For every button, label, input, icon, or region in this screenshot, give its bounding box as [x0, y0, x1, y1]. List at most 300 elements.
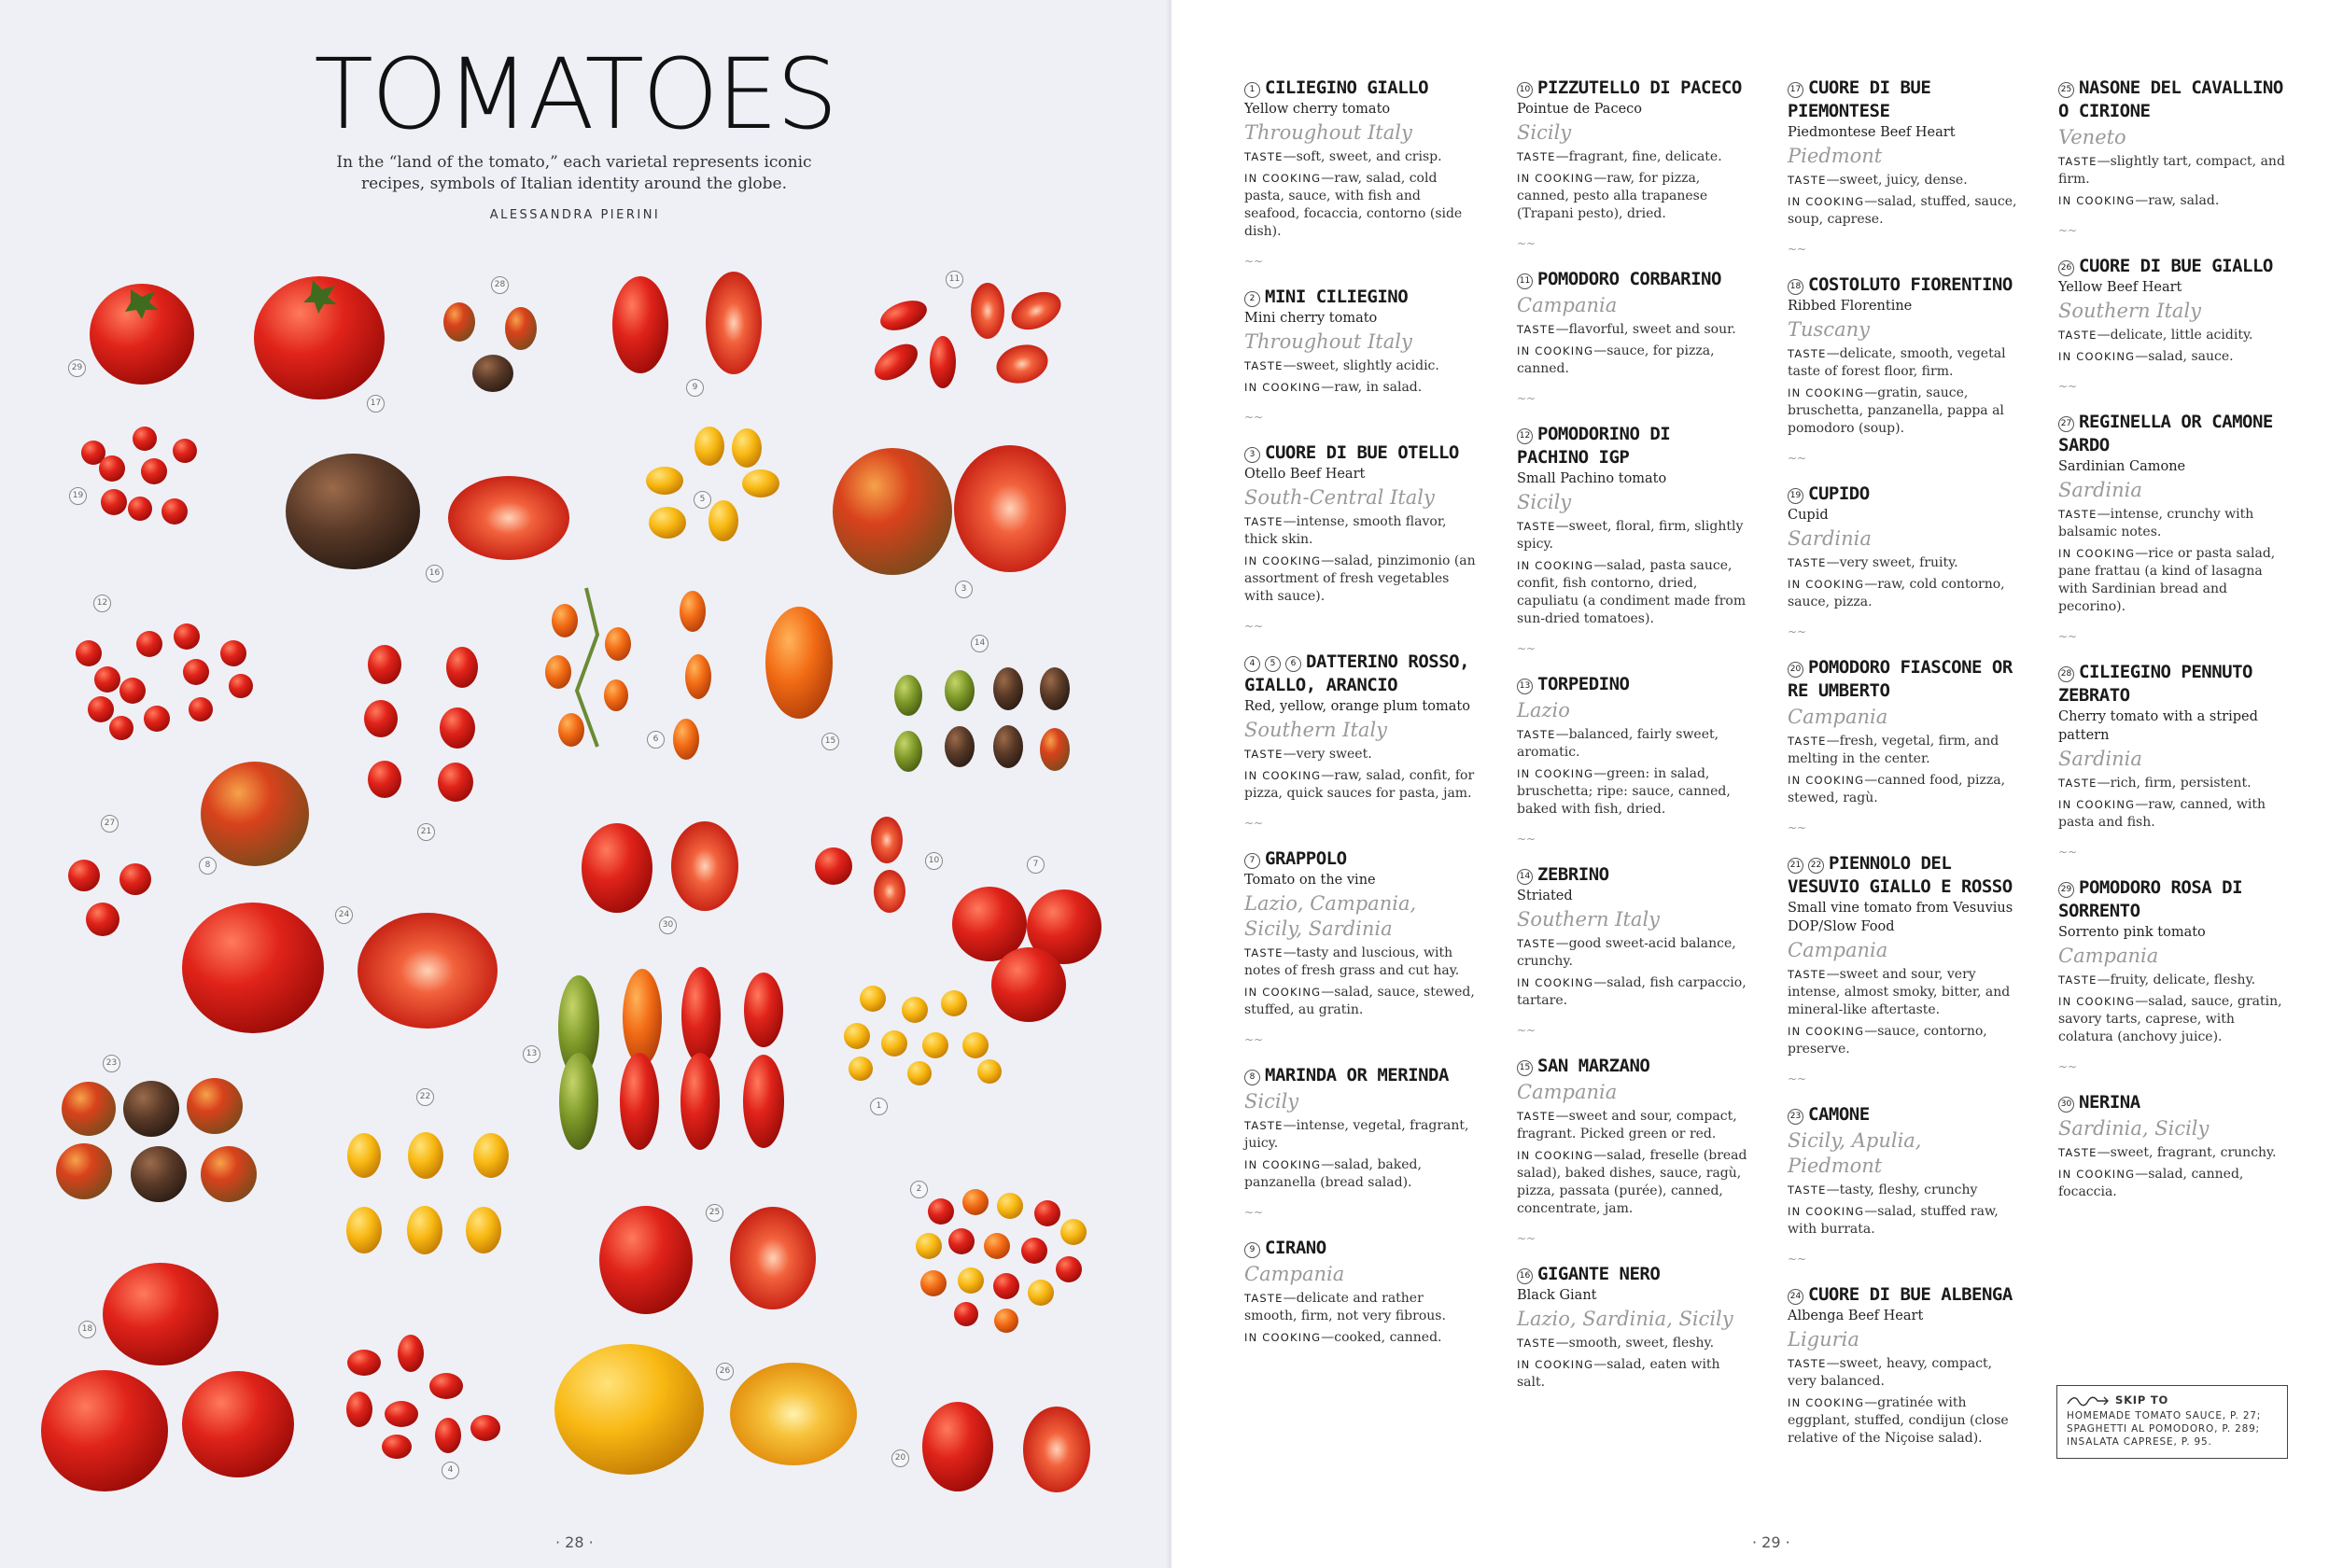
- variety-taste-text: —rich, firm, persistent.: [2097, 776, 2252, 791]
- variety-region: Piedmont: [1788, 145, 1883, 167]
- variety-region: Campania: [2058, 945, 2159, 967]
- variety-english-name: Cupid: [1788, 508, 1829, 523]
- variety-cooking-label: IN COOKING: [1517, 172, 1594, 185]
- variety-taste: [1517, 148, 1750, 166]
- variety-taste-label: TASTE: [1517, 1110, 1556, 1123]
- variety-region: Veneto: [2058, 126, 2126, 148]
- variety-cooking-text: —salad, sauce, stewed, stuffed, au gratin.: [1244, 985, 1475, 1017]
- variety-cooking-label: IN COOKING: [1244, 381, 1322, 394]
- variety-english-name: Mini cherry tomato: [1244, 311, 1378, 326]
- entry-separator: ~~: [1517, 833, 1536, 846]
- variety-title: [1788, 273, 2021, 297]
- variety-taste: [1244, 1117, 1478, 1153]
- variety-cooking: [1244, 170, 1478, 241]
- variety-taste: [2058, 972, 2292, 989]
- variety-name: COSTOLUTO FIORENTINO: [1808, 274, 2013, 295]
- squiggle-arrow-icon: [2067, 1395, 2110, 1407]
- photo-marker: 10: [925, 852, 943, 870]
- variety-region: Southern Italy: [2058, 300, 2202, 322]
- variety-name: MARINDA OR MERINDA: [1265, 1065, 1449, 1085]
- variety-title: [1788, 483, 2021, 506]
- variety-region: Throughout Italy: [1244, 121, 1412, 144]
- variety-name: SAN MARZANO: [1537, 1056, 1650, 1076]
- variety-cooking: [2058, 993, 2292, 1046]
- photo-marker: 3: [955, 581, 973, 598]
- variety-name: PIZZUTELLO DI PACECO: [1537, 77, 1742, 98]
- variety-taste: [1244, 945, 1478, 980]
- variety-entry: [1788, 1283, 2021, 1448]
- variety-name: CUORE DI BUE ALBENGA: [1808, 1284, 2013, 1305]
- variety-taste-label: TASTE: [1517, 728, 1556, 741]
- variety-taste-text: —slightly tart, compact, and firm.: [2058, 154, 2285, 187]
- variety-cooking-label: IN COOKING: [1517, 1149, 1594, 1162]
- variety-entry: [1517, 1263, 1750, 1392]
- photo-marker: 1: [870, 1098, 888, 1115]
- entry-separator: ~~: [1244, 1033, 1264, 1046]
- variety-name: CUORE DI BUE OTELLO: [1265, 442, 1459, 463]
- variety-entry: [1517, 673, 1750, 845]
- page-number-left: · 28 ·: [555, 1533, 594, 1551]
- variety-taste: [2058, 1144, 2292, 1162]
- variety-cooking-label: IN COOKING: [2058, 1168, 2136, 1181]
- variety-taste-label: TASTE: [2058, 329, 2097, 342]
- variety-title: [1788, 1103, 2021, 1127]
- variety-number-badge: 28: [2058, 666, 2074, 682]
- photo-marker: 30: [659, 917, 677, 934]
- variety-english-name: Ribbed Florentine: [1788, 299, 1913, 314]
- variety-title: [1517, 268, 1750, 291]
- photo-marker: 22: [416, 1088, 434, 1106]
- variety-entry: [2058, 255, 2292, 392]
- variety-entry: [1517, 423, 1750, 654]
- photo-marker: 25: [706, 1204, 723, 1222]
- photo-marker: 15: [821, 733, 839, 750]
- variety-title: [1788, 1283, 2021, 1307]
- variety-title: [2058, 1091, 2292, 1114]
- variety-cooking: [1788, 1023, 2021, 1058]
- variety-taste-label: TASTE: [1517, 1337, 1556, 1350]
- photo-marker: 17: [367, 395, 385, 413]
- variety-name: CILIEGINO GIALLO: [1265, 77, 1429, 98]
- variety-number-badge: 21: [1788, 858, 1803, 874]
- variety-name: POMODORO FIASCONE OR RE UMBERTO: [1788, 657, 2013, 701]
- variety-taste: [1517, 1108, 1750, 1143]
- variety-name: REGINELLA OR CAMONE SARDO: [2058, 412, 2273, 455]
- photo-marker: 6: [647, 731, 665, 749]
- variety-entry: [2058, 411, 2292, 642]
- variety-region: Sardinia: [2058, 479, 2142, 501]
- variety-region: Campania: [1788, 706, 1888, 728]
- variety-cooking-label: IN COOKING: [1788, 1396, 1865, 1409]
- variety-title: [1517, 673, 1750, 696]
- variety-title: [2058, 411, 2292, 457]
- variety-taste-text: —sweet, fragrant, crunchy.: [2097, 1145, 2277, 1160]
- variety-cooking: [1788, 385, 2021, 438]
- entry-separator: ~~: [1517, 1024, 1536, 1037]
- variety-number-badge: 9: [1244, 1242, 1260, 1258]
- variety-cooking-label: IN COOKING: [1788, 195, 1865, 208]
- variety-taste-label: TASTE: [1788, 1183, 1827, 1197]
- variety-english-name: Piedmontese Beef Heart: [1788, 125, 1956, 140]
- variety-taste-text: —good sweet-acid balance, crunchy.: [1517, 936, 1736, 969]
- variety-cooking-text: —salad, eaten with salt.: [1517, 1357, 1720, 1390]
- variety-taste: [1788, 1182, 2021, 1199]
- variety-taste-text: —fragrant, fine, delicate.: [1555, 149, 1722, 164]
- variety-region: Lazio: [1517, 699, 1570, 721]
- variety-cooking-label: IN COOKING: [1788, 386, 1865, 399]
- photo-marker: 2: [910, 1181, 928, 1198]
- photo-marker: 9: [686, 379, 704, 397]
- variety-region: Liguria: [1788, 1328, 1859, 1351]
- entry-separator: ~~: [2058, 1060, 2078, 1073]
- entry-separator: ~~: [1788, 1253, 1807, 1266]
- variety-taste-text: —very sweet.: [1283, 747, 1372, 762]
- variety-cooking: [1517, 1147, 1750, 1218]
- variety-cooking-text: —raw, in salad.: [1321, 380, 1423, 395]
- variety-taste-label: TASTE: [2058, 1146, 2097, 1159]
- variety-number-badge: 30: [2058, 1097, 2074, 1113]
- variety-cooking-text: —raw, cold contorno, sauce, pizza.: [1788, 577, 2005, 609]
- photo-marker: 14: [971, 635, 989, 652]
- variety-cooking: [1517, 343, 1750, 378]
- variety-number-badge: 1: [1244, 82, 1260, 98]
- variety-name: NASONE DEL CAVALLINO O CIRIONE: [2058, 77, 2283, 121]
- entry-separator: ~~: [1788, 821, 1807, 834]
- variety-taste-text: —soft, sweet, and crisp.: [1283, 149, 1442, 164]
- variety-cooking: [1244, 1156, 1478, 1192]
- variety-cooking-label: IN COOKING: [1517, 559, 1594, 572]
- variety-column-2: [1517, 77, 1750, 1410]
- variety-taste: [1788, 554, 2021, 572]
- photo-marker: 19: [69, 487, 87, 505]
- variety-taste-label: TASTE: [1244, 515, 1284, 528]
- variety-region: Sardinia: [2058, 748, 2142, 770]
- tomato-photo-grid: [0, 0, 1150, 1568]
- variety-cooking: [1244, 379, 1478, 397]
- variety-region: Campania: [1517, 294, 1618, 316]
- variety-number-badge: 15: [1517, 1060, 1533, 1076]
- variety-taste: [1788, 733, 2021, 768]
- photo-marker: 28: [491, 276, 509, 294]
- variety-taste-text: —tasty and luscious, with notes of fresh grass and cut hay.: [1244, 945, 1460, 978]
- variety-cooking-text: —salad, pasta sauce, confit, fish contorno, dried, capuliatu (a condiment made from sun-dried tomatoes).: [1517, 558, 1747, 626]
- variety-cooking: [1517, 974, 1750, 1010]
- variety-english-name: Small vine tomato from Vesuvius DOP/Slow Food: [1788, 901, 2013, 934]
- variety-title: [2058, 77, 2292, 123]
- variety-entry: [2058, 661, 2292, 858]
- variety-entry: [1244, 441, 1478, 632]
- variety-name: PIENNOLO DEL VESUVIO GIALLO E ROSSO: [1788, 853, 2013, 897]
- variety-english-name: Otello Beef Heart: [1244, 467, 1366, 482]
- variety-entry: [1788, 77, 2021, 255]
- entry-separator: ~~: [1517, 1232, 1536, 1245]
- variety-english-name: Small Pachino tomato: [1517, 471, 1667, 486]
- entry-separator: ~~: [2058, 846, 2078, 859]
- variety-cooking-text: —raw, salad, confit, for pizza, quick sauces for pasta, jam.: [1244, 768, 1475, 801]
- variety-taste-text: —sweet, floral, firm, slightly spicy.: [1517, 519, 1744, 552]
- variety-title: [1517, 77, 1750, 100]
- variety-name: POMODORO CORBARINO: [1537, 269, 1721, 289]
- photo-marker: 4: [442, 1462, 459, 1479]
- variety-title: [1788, 77, 2021, 123]
- variety-taste-text: —smooth, sweet, fleshy.: [1555, 1336, 1715, 1351]
- variety-taste: [1517, 935, 1750, 971]
- variety-taste-label: TASTE: [1244, 1292, 1284, 1305]
- variety-cooking-text: —gratinée with eggplant, stuffed, condijun (close relative of the Niçoise salad).: [1788, 1395, 2009, 1446]
- variety-number-badge: 3: [1244, 447, 1260, 463]
- variety-cooking-label: IN COOKING: [1788, 1205, 1865, 1218]
- variety-name: CUORE DI BUE PIEMONTESE: [1788, 77, 1931, 121]
- variety-name: TORPEDINO: [1537, 674, 1630, 694]
- variety-cooking: [1517, 557, 1750, 628]
- variety-region: Sardinia, Sicily: [2058, 1117, 2210, 1140]
- variety-number-badge: 7: [1244, 853, 1260, 869]
- variety-taste-label: TASTE: [2058, 777, 2097, 790]
- photo-marker: 24: [335, 906, 353, 924]
- right-page: [1172, 0, 2343, 1568]
- variety-region: Lazio, Campania, Sicily, Sardinia: [1244, 892, 1417, 940]
- variety-cooking: [1788, 1394, 2021, 1448]
- variety-name: CUORE DI BUE GIALLO: [2079, 256, 2273, 276]
- variety-taste-text: —sweet and sour, very intense, almost smoky, bitter, and mineral-like aftertaste.: [1788, 967, 2011, 1017]
- variety-number-badge: 14: [1517, 869, 1533, 885]
- variety-entry: [1788, 852, 2021, 1085]
- variety-english-name: Pointue de Paceco: [1517, 102, 1643, 117]
- variety-cooking-text: —raw, for pizza, canned, pesto alla trapanese (Trapani pesto), dried.: [1517, 171, 1708, 221]
- variety-taste-text: —fruity, delicate, fleshy.: [2097, 973, 2256, 987]
- variety-cooking-text: —salad, baked, panzanella (bread salad).: [1244, 1157, 1422, 1190]
- variety-number-badge: 25: [2058, 82, 2074, 98]
- variety-taste: [1244, 148, 1478, 166]
- variety-cooking-label: IN COOKING: [1244, 769, 1322, 782]
- entry-separator: ~~: [1788, 452, 1807, 465]
- variety-number-badge: 24: [1788, 1289, 1803, 1305]
- variety-title: [2058, 661, 2292, 707]
- variety-cooking: [2058, 796, 2292, 832]
- entry-separator: ~~: [1788, 1072, 1807, 1085]
- variety-region: Southern Italy: [1244, 719, 1388, 741]
- variety-title: [1244, 1237, 1478, 1260]
- variety-english-name: Albenga Beef Heart: [1788, 1309, 1924, 1323]
- variety-cooking: [1244, 984, 1478, 1019]
- variety-taste-text: —delicate, smooth, vegetal taste of forest floor, firm.: [1788, 346, 2006, 379]
- variety-cooking: [1244, 767, 1478, 803]
- entry-separator: ~~: [2058, 224, 2078, 237]
- variety-taste-label: TASTE: [1788, 1357, 1827, 1370]
- variety-taste-label: TASTE: [1244, 748, 1284, 761]
- skip-to-line: INSALATA CAPRESE, P. 95.: [2067, 1436, 2212, 1448]
- variety-taste-text: —tasty, fleshy, crunchy: [1826, 1183, 1978, 1197]
- variety-number-badge: 20: [1788, 662, 1803, 678]
- entry-separator: ~~: [2058, 630, 2078, 643]
- page-number-right: · 29 ·: [1752, 1533, 1790, 1551]
- variety-taste-text: —sweet, slightly acidic.: [1283, 358, 1439, 373]
- variety-number-badge: 29: [2058, 882, 2074, 898]
- variety-cooking-text: —salad, stuffed, sauce, soup, caprese.: [1788, 194, 2017, 227]
- variety-cooking-label: IN COOKING: [1517, 976, 1594, 989]
- variety-taste-label: TASTE: [1517, 520, 1556, 533]
- entry-separator: ~~: [1244, 411, 1264, 424]
- variety-taste: [1788, 172, 2021, 189]
- variety-column-3: [1788, 77, 2021, 1466]
- photo-marker: 12: [93, 595, 111, 612]
- variety-cooking-label: IN COOKING: [1788, 578, 1865, 591]
- intro-text: In the “land of the tomato,” each varietal represents iconic recipes, symbols of Italian identity around the globe.: [336, 153, 812, 193]
- variety-cooking-label: IN COOKING: [1244, 1158, 1322, 1171]
- variety-cooking-label: IN COOKING: [1244, 554, 1322, 567]
- variety-cooking-text: —canned food, pizza, stewed, ragù.: [1788, 773, 2006, 805]
- variety-cooking-text: —raw, canned, with pasta and fish.: [2058, 797, 2266, 830]
- variety-taste: [1788, 345, 2021, 381]
- variety-cooking-text: —salad, sauce, gratin, savory tarts, caprese, with colatura (anchovy juice).: [2058, 994, 2282, 1044]
- variety-region: Sicily, Apulia, Piedmont: [1788, 1129, 1922, 1177]
- variety-region: Sicily: [1244, 1090, 1299, 1113]
- variety-taste-text: —delicate, little acidity.: [2097, 328, 2253, 343]
- variety-taste: [1517, 321, 1750, 339]
- variety-taste: [1244, 357, 1478, 375]
- photo-marker: 20: [891, 1449, 909, 1467]
- author-name: ALESSANDRA PIERINI: [489, 208, 661, 222]
- variety-entry: [1788, 273, 2021, 464]
- variety-number-badge: 11: [1517, 273, 1533, 289]
- skip-to-box: [2056, 1385, 2288, 1459]
- variety-taste: [1244, 513, 1478, 549]
- entry-separator: ~~: [2058, 380, 2078, 393]
- variety-number-badge: 2: [1244, 291, 1260, 307]
- variety-title: [1517, 1263, 1750, 1286]
- variety-column-1: [1244, 77, 1478, 1365]
- variety-cooking: [2058, 545, 2292, 616]
- variety-cooking: [2058, 192, 2292, 210]
- variety-entry: [1244, 77, 1478, 267]
- variety-cooking-text: —green: in salad, bruschetta; ripe: sauce, canned, baked with fish, dried.: [1517, 766, 1731, 817]
- variety-title: [1517, 863, 1750, 887]
- variety-cooking-text: —rice or pasta salad, pane frattau (a kind of lasagna with Sardinian bread and pecorino).: [2058, 546, 2276, 614]
- variety-cooking: [1244, 1329, 1478, 1347]
- variety-taste: [1517, 1335, 1750, 1352]
- variety-name: ZEBRINO: [1537, 864, 1609, 885]
- variety-number-badge: 5: [1265, 656, 1281, 672]
- variety-number-badge: 16: [1517, 1268, 1533, 1284]
- variety-english-name: Sardinian Camone: [2058, 459, 2186, 474]
- variety-taste-label: TASTE: [1244, 359, 1284, 372]
- variety-title: [1517, 1055, 1750, 1078]
- variety-number-badge: 26: [2058, 260, 2074, 276]
- variety-entry: [1244, 1237, 1478, 1347]
- variety-region: Sicily: [1517, 121, 1572, 144]
- variety-cooking-text: —gratin, sauce, bruschetta, panzanella, pappa al pomodoro (soup).: [1788, 385, 2004, 436]
- variety-name: GRAPPOLO: [1265, 848, 1347, 869]
- variety-title: [1517, 423, 1750, 469]
- variety-region: Sardinia: [1788, 527, 1872, 550]
- variety-number-badge: 4: [1244, 656, 1260, 672]
- photo-marker: 16: [426, 565, 443, 582]
- entry-separator: ~~: [1244, 620, 1264, 633]
- variety-entry: [1244, 651, 1478, 829]
- variety-name: POMODORINO DI PACHINO IGP: [1517, 424, 1671, 468]
- variety-cooking-text: —salad, pinzimonio (an assortment of fresh vegetables with sauce).: [1244, 553, 1476, 604]
- variety-name: CAMONE: [1808, 1104, 1870, 1125]
- variety-taste-label: TASTE: [1788, 347, 1827, 360]
- variety-number-badge: 22: [1808, 858, 1824, 874]
- variety-cooking-label: IN COOKING: [1788, 774, 1865, 787]
- variety-cooking-label: IN COOKING: [1244, 172, 1322, 185]
- variety-number-badge: 18: [1788, 279, 1803, 295]
- variety-taste: [1517, 518, 1750, 553]
- variety-number-badge: 27: [2058, 416, 2074, 432]
- entry-separator: ~~: [1788, 625, 1807, 638]
- variety-number-badge: 19: [1788, 488, 1803, 504]
- variety-cooking-label: IN COOKING: [1788, 1025, 1865, 1038]
- variety-region: Campania: [1244, 1263, 1345, 1285]
- variety-taste-text: —flavorful, sweet and sour.: [1555, 322, 1736, 337]
- variety-title: [2058, 255, 2292, 278]
- variety-taste-text: —balanced, fairly sweet, aromatic.: [1517, 727, 1719, 760]
- photo-marker: 8: [199, 857, 217, 875]
- variety-taste-label: TASTE: [1788, 968, 1827, 981]
- variety-cooking-text: —salad, stuffed raw, with burrata.: [1788, 1204, 1999, 1237]
- variety-english-name: Sorrento pink tomato: [2058, 925, 2206, 940]
- variety-english-name: Striated: [1517, 889, 1573, 903]
- variety-number-badge: 17: [1788, 82, 1803, 98]
- variety-taste-label: TASTE: [1244, 1119, 1284, 1132]
- variety-entry: [1517, 863, 1750, 1036]
- variety-taste-label: TASTE: [2058, 973, 2097, 987]
- variety-region: Throughout Italy: [1244, 330, 1412, 353]
- skip-to-heading: SKIP TO: [2067, 1393, 2278, 1407]
- variety-taste-text: —very sweet, fruity.: [1826, 555, 1958, 570]
- variety-cooking-label: IN COOKING: [1517, 344, 1594, 357]
- variety-title: [1244, 651, 1478, 697]
- variety-cooking-label: IN COOKING: [2058, 798, 2136, 811]
- variety-taste-text: —intense, smooth flavor, thick skin.: [1244, 514, 1447, 547]
- variety-column-4: [2058, 77, 2292, 1220]
- variety-cooking-text: —salad, sauce.: [2135, 349, 2234, 364]
- variety-entry: [1517, 77, 1750, 249]
- variety-taste-label: TASTE: [1788, 735, 1827, 748]
- entry-separator: ~~: [1517, 392, 1536, 405]
- variety-cooking-label: IN COOKING: [2058, 547, 2136, 560]
- variety-cooking-label: IN COOKING: [1517, 1358, 1594, 1371]
- variety-taste-text: —sweet, juicy, dense.: [1826, 173, 1968, 188]
- variety-taste-text: —sweet and sour, compact, fragrant. Picked green or red.: [1517, 1109, 1737, 1141]
- variety-cooking: [1517, 1356, 1750, 1392]
- variety-taste-label: TASTE: [1517, 323, 1556, 336]
- variety-taste-label: TASTE: [1517, 150, 1556, 163]
- variety-english-name: Red, yellow, orange plum tomato: [1244, 699, 1470, 714]
- variety-taste-text: —intense, vegetal, fragrant, juicy.: [1244, 1118, 1469, 1151]
- page-title: TOMATOES: [314, 37, 836, 151]
- entry-separator: ~~: [1244, 817, 1264, 830]
- variety-name: CIRANO: [1265, 1238, 1326, 1258]
- entry-separator: ~~: [1517, 237, 1536, 250]
- variety-region: Campania: [1517, 1081, 1618, 1103]
- entry-separator: ~~: [1517, 642, 1536, 655]
- photo-marker: 27: [101, 815, 119, 833]
- variety-name: DATTERINO ROSSO, GIALLO, ARANCIO: [1244, 651, 1470, 695]
- variety-cooking: [1788, 193, 2021, 229]
- variety-entry: [2058, 1091, 2292, 1201]
- variety-taste: [1517, 726, 1750, 762]
- photo-marker: 29: [68, 359, 86, 377]
- variety-cooking: [1788, 1203, 2021, 1239]
- variety-taste-label: TASTE: [1788, 556, 1827, 569]
- variety-taste-label: TASTE: [2058, 155, 2097, 168]
- variety-taste: [1788, 1355, 2021, 1391]
- variety-cooking-text: —salad, fish carpaccio, tartare.: [1517, 975, 1747, 1008]
- skip-to-line: HOMEMADE TOMATO SAUCE, P. 27;: [2067, 1410, 2262, 1421]
- variety-name: CILIEGINO PENNUTO ZEBRATO: [2058, 662, 2252, 706]
